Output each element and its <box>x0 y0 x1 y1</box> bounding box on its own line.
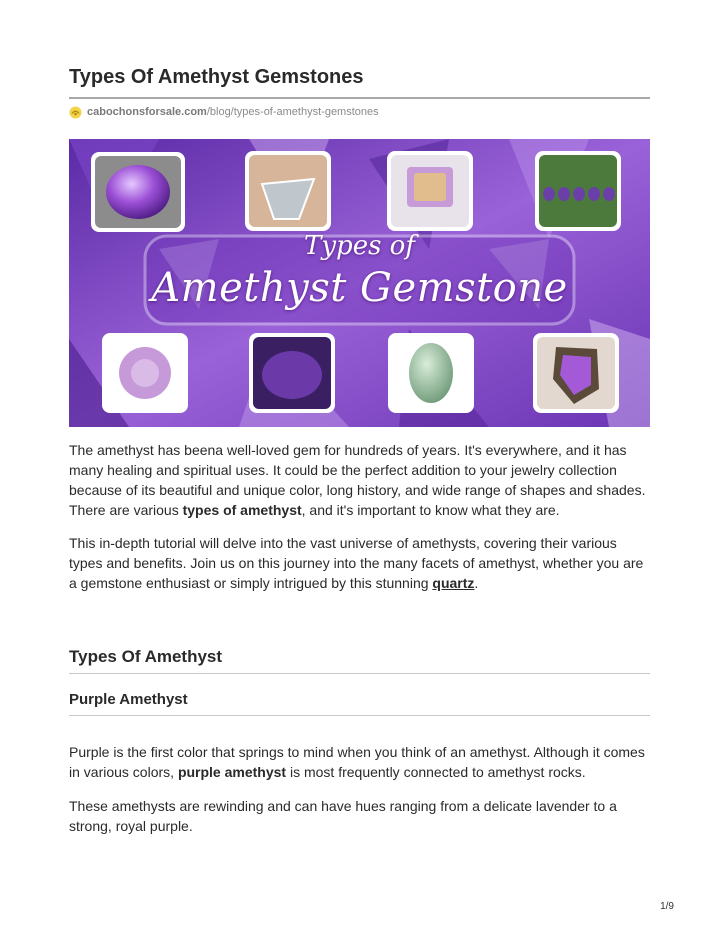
source-path: /blog/types-of-amethyst-gemstones <box>206 106 379 118</box>
subsection-heading: Purple Amethyst <box>69 691 188 708</box>
purple-paragraph-2: These amethysts are rewinding and can have hues ranging from a delicate lavender to a strong, royal purple. <box>69 798 617 834</box>
purple-paragraph-1 <box>69 742 654 782</box>
intro-p1-text-b: , and it's important to know what they are. <box>301 502 560 518</box>
source-link[interactable] <box>69 104 379 120</box>
title-divider <box>69 97 650 99</box>
purple-p1-bold: purple amethyst <box>177 764 287 780</box>
intro-p1-bold: types of amethyst <box>182 502 302 518</box>
intro-p2-text-a: This in-depth tutorial will delve into the vast universe of amethysts, covering their various types and benefits. Join us on this journey into the many facets of amethyst, whether you are a gemstone enthusiast or simply intrigued by this stunning <box>69 535 644 591</box>
intro-paragraph-2 <box>69 533 654 593</box>
source-domain: cabochonsforsale.com <box>87 106 207 118</box>
section-heading: Types Of Amethyst <box>69 647 223 666</box>
quartz-link[interactable]: quartz <box>432 575 475 591</box>
purple-p1-text-b: is most frequently connected to amethyst rocks. <box>286 764 586 780</box>
hero-title-line-1: Types of <box>304 231 415 261</box>
subsection-divider <box>69 715 650 716</box>
intro-p1-text-a: The amethyst has beena well-loved gem for hundreds of years. It's everywhere, and it has many healing and spiritual uses. It could be the perfect addition to your jewelry collection because of its beautiful and unique color, long history, and wide range of shapes and shades. There are various <box>69 442 646 518</box>
hero-title-line-2: Amethyst Gemstone <box>151 265 568 311</box>
site-logo-icon <box>69 106 82 119</box>
page-title: Types Of Amethyst Gemstones <box>69 66 364 88</box>
hero-image <box>69 139 650 427</box>
intro-paragraph-1 <box>69 440 654 520</box>
page-number: 1/9 <box>660 901 674 912</box>
intro-p2-text-b: . <box>474 575 479 591</box>
section-divider <box>69 673 650 674</box>
purple-p1-text-a: Purple is the first color that springs to mind when you think of an amethyst. Although it comes in various colors, <box>69 744 645 780</box>
